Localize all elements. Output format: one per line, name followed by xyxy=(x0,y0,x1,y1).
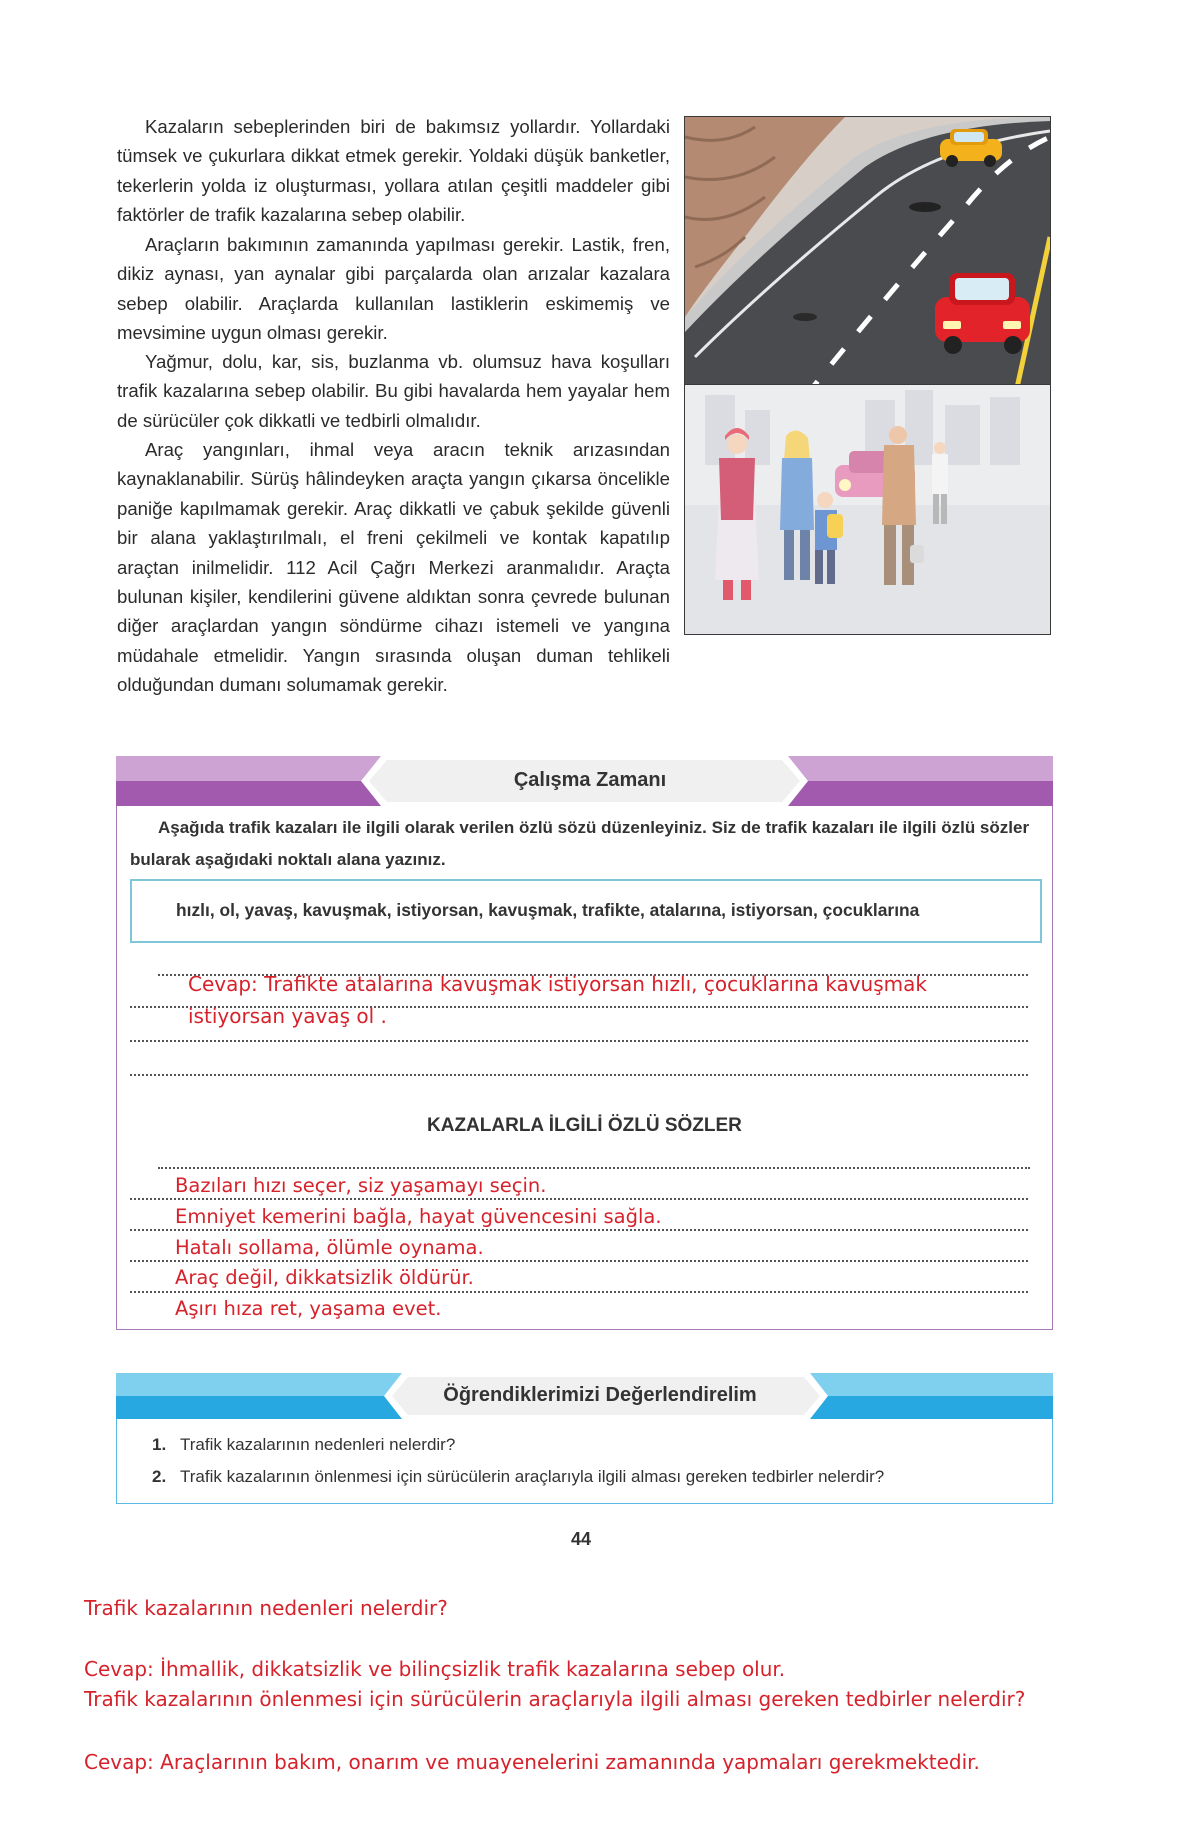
proverbs-heading: KAZALARLA İLGİLİ ÖZLÜ SÖZLER xyxy=(427,1115,742,1136)
proverb-item: Hatalı sollama, ölümle oynama. xyxy=(175,1236,484,1259)
dotted-line xyxy=(130,1198,1028,1200)
fog-scene-icon xyxy=(685,385,1050,634)
dotted-line xyxy=(158,1167,1030,1169)
road-scene-icon xyxy=(685,117,1050,397)
bottom-answer-1: Cevap: İhmallik, dikkatsizlik ve bilinçsizlik trafik kazalarına sebep olur. xyxy=(84,1657,786,1681)
dotted-line xyxy=(130,1260,1028,1262)
proverb-item: Araç değil, dikkatsizlik öldürür. xyxy=(175,1266,474,1289)
paragraph-text: Araç yangınları, ihmal veya aracın teknik arızasından kaynaklanabilir. Sürüş hâlindeyken araçta yangın çıkarsa öncelikle paniğe kapılmamak gerekir. Araç dikkatli ve çabuk şekilde güvenli bir alana yaklaştırılmalı, el freni çekilmeli ve kontak kapatılıp araçtan inilmelidir. 112 Acil Çağrı Merkezi aranmalıdır. Araçta bulunan kişiler, kendilerini güvene aldıktan sonra çevrede bulunan diğer araçlardan yangın söndürme cihazı istemeli ve yangına müdahale etmelidir. Yangın sırasında oluşan duman tehlikeli olduğundan dumanı solumamak gerekir. xyxy=(117,439,670,696)
bottom-question-1: Trafik kazalarının nedenleri nelerdir? xyxy=(84,1596,448,1620)
paragraph-vehicle-maintenance xyxy=(117,230,670,348)
paragraph-text: Yağmur, dolu, kar, sis, buzlanma vb. olumsuz hava koşulları trafik kazalarına sebep olabilir. Bu gibi havalarda hem yayalar hem de sürücüler çok dikkatli ve tedbirli olmalıdır. xyxy=(117,351,670,431)
evaluation-question-2 xyxy=(152,1467,884,1487)
bottom-answer-2: Cevap: Araçlarının bakım, onarım ve muayenelerini zamanında yapmaları gerekmektedir. xyxy=(84,1750,980,1774)
activity-answer-line-2: istiyorsan yavaş ol . xyxy=(188,1004,387,1028)
proverb-item: Aşırı hıza ret, yaşama evet. xyxy=(175,1297,442,1320)
paragraph-vehicle-fire xyxy=(117,435,670,700)
evaluation-title: Öğrendiklerimizi Değerlendirelim xyxy=(443,1384,757,1406)
paragraph-text: Kazaların sebeplerinden biri de bakımsız yollardır. Yollardaki tümsek ve çukurlara dikkat etmek gerekir. Yoldaki düşük banketler, tekerlerin yolda iz oluşturması, yollara atılan çeşitli maddeler gibi faktörler de trafik kazalarına sebep olabilir. xyxy=(117,116,670,226)
question-text: Trafik kazalarının nedenleri nelerdir? xyxy=(180,1435,456,1454)
activity-instruction xyxy=(130,812,1045,876)
bottom-question-2: Trafik kazalarının önlenmesi için sürücülerin araçlarıyla ilgili alması gereken tedbirler nelerdir? xyxy=(84,1687,1026,1711)
dotted-line xyxy=(130,1291,1028,1293)
question-number: 2. xyxy=(152,1467,167,1486)
dotted-line xyxy=(130,1229,1028,1231)
paragraph-weather xyxy=(117,347,670,435)
paragraph-bad-roads xyxy=(117,112,670,230)
road-illustration xyxy=(684,116,1051,398)
proverb-item: Emniyet kemerini bağla, hayat güvencesini sağla. xyxy=(175,1205,662,1228)
paragraph-text: Araçların bakımının zamanında yapılması gerekir. Lastik, fren, dikiz aynası, yan aynalar gibi parçalarda olan arızalar kazalara sebep olabilir. Araçlarda kullanılan lastiklerin eskimemiş ve mevsimine uygun olması gerekir. xyxy=(117,234,670,344)
scrambled-words: hızlı, ol, yavaş, kavuşmak, istiyorsan, kavuşmak, trafikte, atalarına, istiyorsan, çocuklarına xyxy=(176,900,920,920)
evaluation-question-1 xyxy=(152,1435,455,1455)
activity-title: Çalışma Zamanı xyxy=(513,769,667,791)
question-number: 1. xyxy=(152,1435,167,1454)
fog-pedestrians-illustration xyxy=(684,384,1051,635)
dotted-line xyxy=(130,1074,1028,1076)
proverb-item: Bazıları hızı seçer, siz yaşamayı seçin. xyxy=(175,1174,547,1197)
scrambled-words-box xyxy=(130,879,1042,943)
question-text: Trafik kazalarının önlenmesi için sürücülerin araçlarıyla ilgili alması gereken tedbirler nelerdir? xyxy=(180,1467,885,1486)
instruction-text: Aşağıda trafik kazaları ile ilgili olarak verilen özlü sözü düzenleyiniz. Siz de trafik kazaları ile ilgili özlü sözler bularak aşağıdaki noktalı alana yazınız. xyxy=(130,818,1030,869)
activity-answer-line-1: Cevap: Trafikte atalarına kavuşmak istiyorsan hızlı, çocuklarına kavuşmak xyxy=(188,972,927,996)
page-number: 44 xyxy=(571,1529,592,1549)
dotted-line xyxy=(130,1040,1028,1042)
